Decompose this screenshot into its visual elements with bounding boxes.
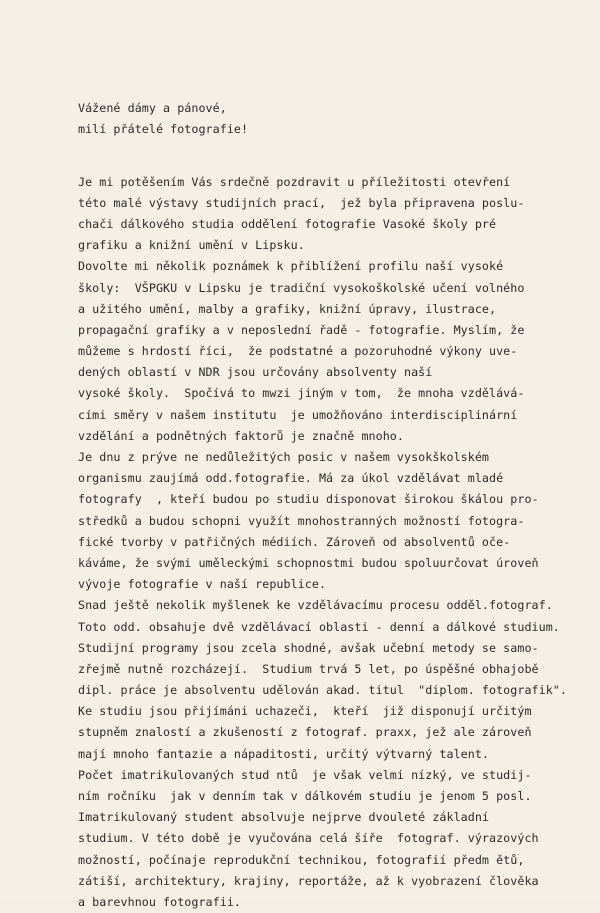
body-line: chači dálkového studia oddělení fotografie Vasoké školy pré (78, 216, 497, 231)
body-line: dipl. práce je absolventu udělován akad. titul "diplom. fotografik". (78, 683, 567, 698)
body-line: Toto odd. obsahuje dvě vzdělávací oblasti - denní a dálkové studium. (78, 619, 560, 634)
body-line: školy: VŠPGKU v Lipsku je tradiční vysokoškolské učení volného (78, 280, 525, 295)
body-line: Je mi potěšením Vás srdečně pozdravit u příležitosti otevření (78, 174, 511, 189)
paragraph-gap (78, 140, 600, 161)
body-line: a užitého umění, malby a grafiky, knižní úpravy, ilustrace, (78, 301, 497, 316)
body-line: Je dnu z prýve ne nedůležitých posic v našem vysokškolském (78, 450, 490, 464)
body-line: cími směry v našem institutu je umožňováno interdisciplinární (78, 407, 518, 422)
salutation-line: Vážené dámy a pánové, (78, 101, 227, 115)
body-line: středků a budou schopni využít mnohostranných možností fotogra- (78, 513, 525, 528)
body-line: mají mnoho fantazie a nápaditosti, určitý výtvarný talent. (78, 746, 490, 761)
body-line: můžeme s hrdostí říci, že podstatné a pozoruhodné výkony uve- (78, 344, 518, 359)
body-line: Snad ještě nekolik myšlenek ke vzdělávacímu procesu odděl.fotograf. (78, 598, 553, 613)
body-line: zátiší, architektury, krajiny, reportáže, až k vyobrazení člověka (78, 873, 539, 888)
body-line: dených oblastí v NDR jsou určovány absolventy naší (78, 365, 433, 380)
body-line: a barevhnou fotografii. (78, 894, 241, 909)
body-line: možností, počínaje reprodukční technikou, fotografií předm ětů, (78, 852, 525, 867)
salutation-line: milí přátelé fotografie! (78, 122, 249, 137)
body-line: propagační grafiky a v neposlední řadě - fotografie. Myslím, že (78, 322, 525, 337)
paragraph-gap-small (78, 162, 600, 172)
body-line: ním ročníku jak v denním tak v dálkovém studiu je jenom 5 posl. (78, 789, 532, 803)
body-line: Imatrikulovaný student absolvuje nejprve dvouleté základní (78, 810, 490, 825)
typewritten-letter (78, 98, 600, 913)
body-line: Dovolte mi několik poznámek k přiblížení profilu naší vysoké (78, 259, 504, 274)
body-line: fotografy , kteří budou po studiu disponovat širokou škálou pro- (78, 492, 539, 507)
body-line: studium. V této době je vyučována celá šíře fotograf. výrazových (78, 831, 539, 846)
body-line: grafiku a knižní umění v Lipsku. (78, 238, 305, 253)
body-line: této malé výstavy studijních prací, jež byla připravena poslu- (78, 195, 525, 210)
body-line: vzdělání a podnětných faktorů je značně mnoho. (78, 428, 404, 443)
body-line: káváme, že svými uměleckými schopnostmi budou spoluurčovat úroveň (78, 555, 539, 570)
body-line: Studijní programy jsou zcela shodné, avšak učební metody se samo- (78, 640, 539, 655)
body-line: vysoké školy. Spočívá to mwzi jiným v tom, že mnoha vzdělává- (78, 386, 525, 401)
body-line: fické tvorby v patřičných médiích. Zároveň od absolventů oče- (78, 534, 511, 549)
body-line: organismu zaujímá odd.fotografie. Má za úkol vzdělávat mladé (78, 471, 504, 486)
body-line: vývoje fotografie v naší republice. (78, 577, 327, 592)
body-line: zřejmě nutně rozcházejí. Studium trvá 5 let, po úspěšné obhajobě (78, 661, 539, 676)
body-line: stupněm znalostí a zkušeností z fotograf. praxx, jež ale zároveň (78, 725, 532, 740)
body-line: Ke studiu jsou přijímáni uchazeči, kteří již disponují určitým (78, 704, 532, 719)
body-line: Počet imatrikulovaných stud ntů je však velmi nízký, ve studij- (78, 767, 532, 782)
